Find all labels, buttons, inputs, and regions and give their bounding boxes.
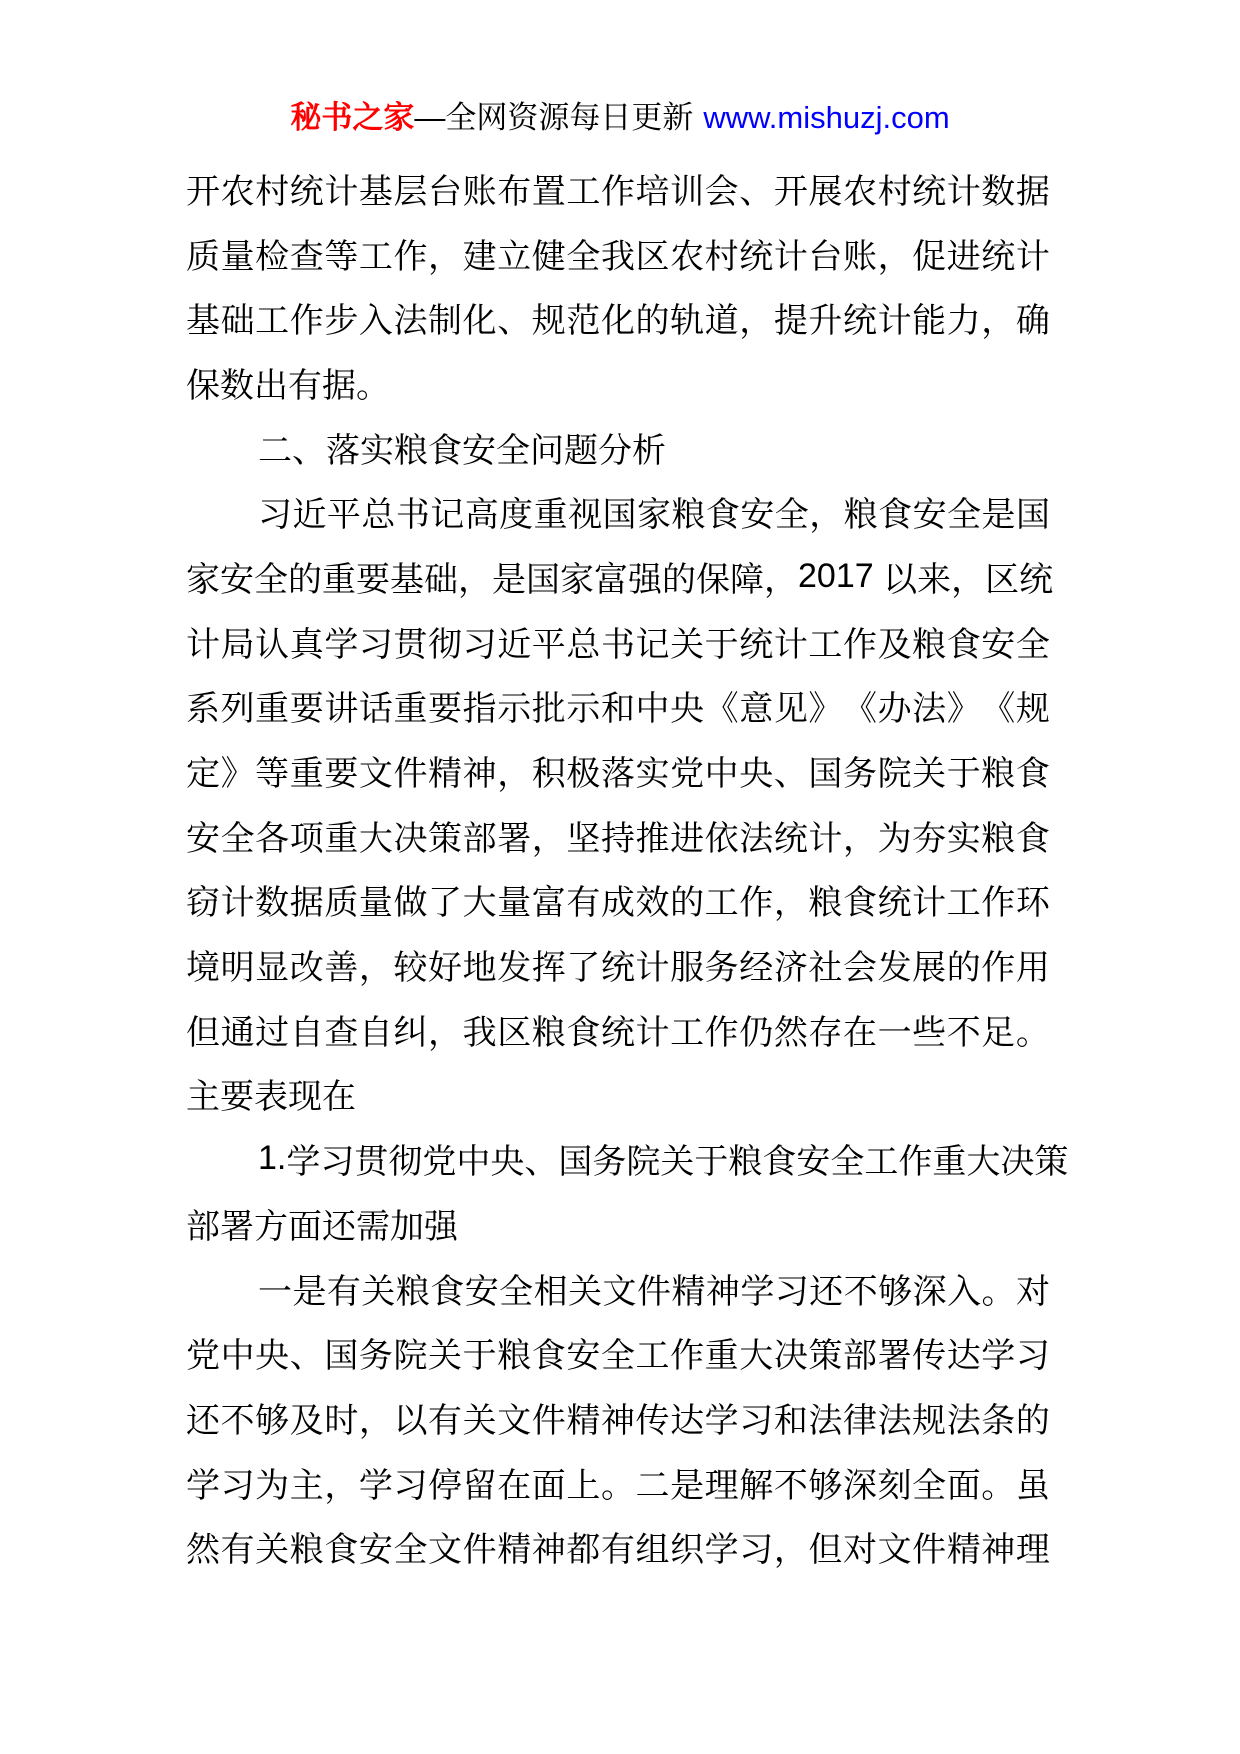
text-line: 主要表现在	[186, 1078, 356, 1117]
site-tagline: —全网资源每日更新	[414, 100, 694, 135]
text-line: 境 明 显 改 善 ， 较 好 地 发 挥 了 统 计 服 务 经 济 社 会 发 展 的 作 用	[186, 949, 1050, 988]
text-line: 基 础 工 作 步 入 法 制 化 、 规 范 化 的 轨 道 ， 提 升 统 计 能 力 ， 确	[186, 302, 1050, 341]
text-line: 安 全 各 项 重 大 决 策 部 署 ， 坚 持 推 进 依 法 统 计 ， 为 夯 实 粮 食	[186, 819, 1050, 858]
page-header	[0, 98, 1240, 138]
text-line: 质 量 检 查 等 工 作 ， 建 立 健 全 我 区 农 村 统 计 台 账 ， 促 进 统 计	[186, 237, 1050, 276]
text-line: 计 局 认 真 学 习 贯 彻 习 近 平 总 书 记 关 于 统 计 工 作 及 粮 食 安 全	[186, 625, 1050, 664]
paragraph	[186, 156, 1050, 415]
paragraph	[186, 415, 1050, 480]
text-line: 但 通 过 自 查 自 纠 ， 我 区 粮 食 统 计 工 作 仍 然 存 在 一 些 不 足 。	[186, 1013, 1050, 1052]
text-line: 保数出有据。	[186, 366, 390, 405]
text-line: 习 近 平 总 书 记 高 度 重 视 国 家 粮 食 安 全 ， 粮 食 安 全 是 国	[258, 496, 1050, 535]
site-brand: 秘书之家	[290, 100, 415, 135]
paragraph	[186, 479, 1054, 1126]
text-line: 党 中 央 、 国 务 院 关 于 粮 食 安 全 工 作 重 大 决 策 部 署 传 达 学 习	[186, 1337, 1050, 1376]
text-line: 定 》 等 重 要 文 件 精 神 ， 积 极 落 实 党 中 央 、 国 务 院 关 于 粮 食	[186, 755, 1050, 794]
site-url[interactable]: www.mishuzj.com	[703, 100, 950, 135]
text-line: 窃 计 数 据 质 量 做 了 大 量 富 有 成 效 的 工 作 ， 粮 食 统 计 工 作 环	[186, 884, 1050, 923]
text-line: 学 习 为 主 ， 学 习 停 留 在 面 上 。 二 是 理 解 不 够 深 刻 全 面 。 虽	[186, 1466, 1050, 1505]
document-body	[186, 156, 1069, 1579]
text-line: 还 不 够 及 时 ， 以 有 关 文 件 精 神 传 达 学 习 和 法 律 法 规 法 条 的	[186, 1401, 1050, 1440]
text-line: 然 有 关 粮 食 安 全 文 件 精 神 都 有 组 织 学 习 ， 但 对 文 件 精 神 理	[186, 1531, 1050, 1570]
text-line: 家 安 全 的 重 要 基 础 ， 是 国 家 富 强 的 保 障 ， 2017 以 来 ， 区 统	[186, 556, 1054, 599]
text-line: 部署方面还需加强	[186, 1207, 458, 1246]
text-line: 二、落实粮食安全问题分析	[258, 431, 666, 470]
paragraph	[186, 1256, 1050, 1579]
text-line: 开 农 村 统 计 基 层 台 账 布 置 工 作 培 训 会 、 开 展 农 村 统 计 数 据	[186, 172, 1050, 211]
paragraph	[186, 1126, 1069, 1255]
text-line: 1. 学 习 贯 彻 党 中 央 、 国 务 院 关 于 粮 食 安 全 工 作 重 大 决 策	[258, 1139, 1069, 1182]
text-line: 系 列 重 要 讲 话 重 要 指 示 批 示 和 中 央 《 意 见 》 《 办 法 》 《 规	[186, 690, 1050, 729]
text-line: 一 是 有 关 粮 食 安 全 相 关 文 件 精 神 学 习 还 不 够 深 入 。 对	[258, 1272, 1050, 1311]
